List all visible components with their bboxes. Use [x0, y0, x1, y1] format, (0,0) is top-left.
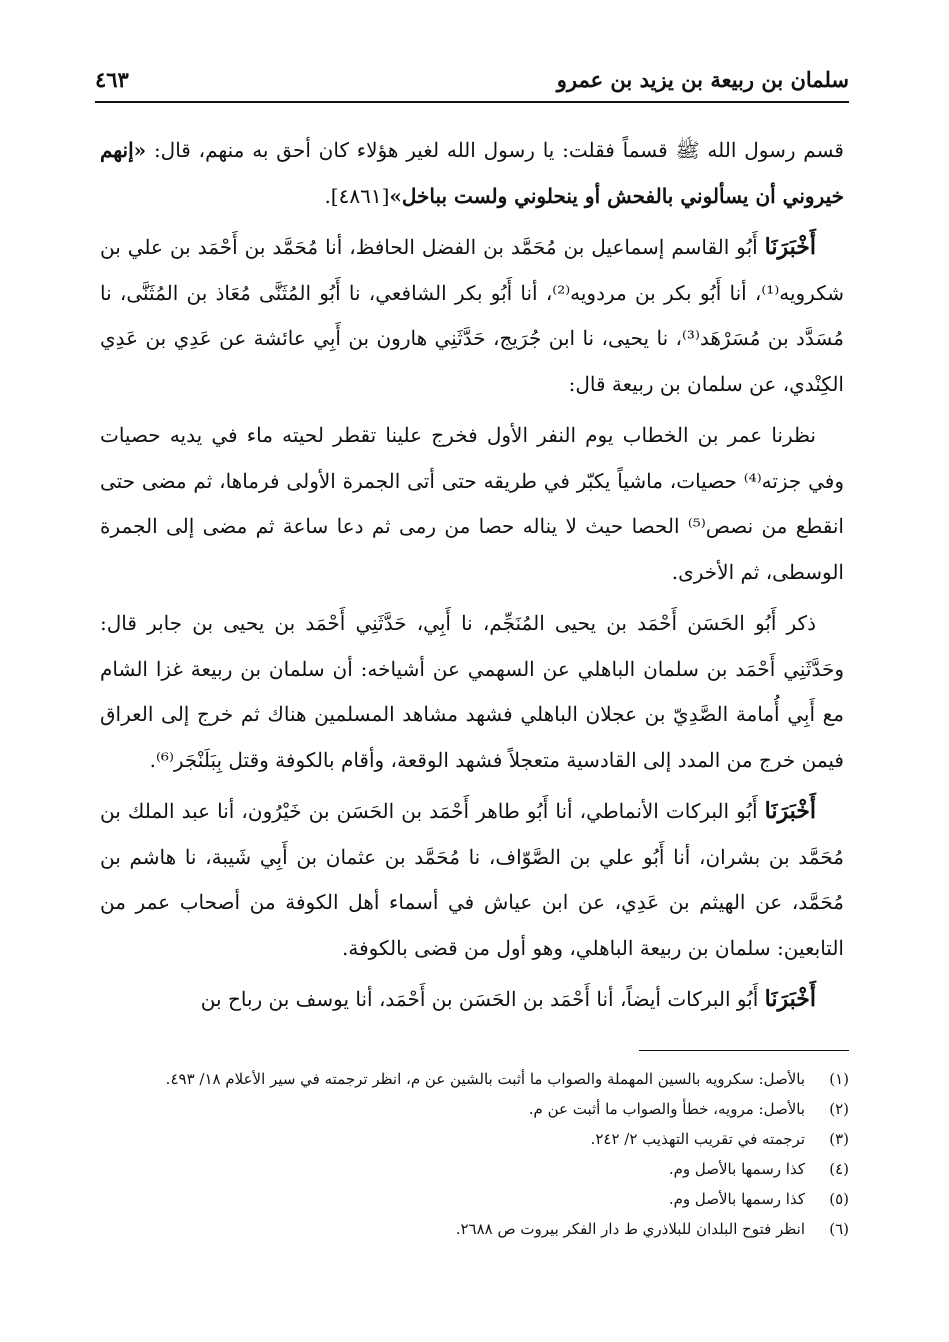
text-run: نظرنا عمر بن الخطاب يوم النفر الأول فخرج علينا تقطر لحيته ماء في يديه حصيات وفي جزته⁽⁴⁾ حصيات، ماشياً يكبّر في طريقه حتى أتى الجمرة الأولى فرماها، ثم مضى حتى انقطع من نصص⁽⁵⁾ الحصا حيث لا يناله حصا من رمى ثم دعا ساعة ثم مضى إلى الجمرة الوسطى، ثم الأخرى.: [100, 423, 844, 584]
page-number: ٤٦٣: [95, 66, 129, 92]
footnote: [100, 1214, 849, 1244]
footnote-text: كذا رسمها بالأصل وم.: [668, 1160, 805, 1178]
footnote: [100, 1124, 849, 1154]
akhbarana-keyword: أَخْبَرَنَا: [764, 986, 816, 1012]
paragraph: [100, 413, 844, 595]
running-title: سلمان بن ربيعة بن يزيد بن عمرو: [556, 66, 849, 92]
akhbarana-keyword: أَخْبَرَنَا: [764, 798, 816, 824]
main-text: [100, 128, 844, 1029]
footnote-number: (٢): [829, 1100, 849, 1118]
text-run: أَبُو البركات أيضاً، أنا أَحْمَد بن الحَسَن بن أَحْمَد، أنا يوسف بن رباح بن: [200, 987, 765, 1011]
footnote-number: (٦): [829, 1220, 849, 1238]
footnote-rule: [639, 1050, 849, 1051]
footnote: [100, 1184, 849, 1214]
footnote-number: (٤): [829, 1160, 849, 1178]
hadith-number: [٤٨٦١].: [324, 183, 390, 208]
footnote-number: (٣): [829, 1130, 849, 1148]
paragraph: [100, 225, 844, 407]
footnote: [100, 1154, 849, 1184]
akhbarana-keyword: أَخْبَرَنَا: [764, 234, 816, 260]
text-run: قسم رسول الله ﷺ قسماً فقلت: يا رسول الله لغير هؤلاء كان أحق به منهم، قال:: [146, 138, 844, 162]
paragraph: [100, 789, 844, 971]
footnotes: [100, 1064, 849, 1244]
text-run: أَبُو البركات الأنماطي، أنا أَبُو طاهر أَحْمَد بن الحَسَن بن خَيْرُون، أنا عبد الملك بن مُحَمَّد بن بشران، أنا أَبُو علي بن الصَّوّاف، نا مُحَمَّد بن عثمان بن أَبِي شَيبة، نا هاشم بن مُحَمَّد، عن الهيثم بن عَدِي، عن ابن عياش في أسماء أهل الكوفة من أصحاب عمر من التابعين: سلمان بن ربيعة الباهلي، وهو أول من قضى بالكوفة.: [100, 799, 844, 960]
footnote-text: كذا رسمها بالأصل وم.: [668, 1190, 805, 1208]
footnote: [100, 1064, 849, 1094]
footnote: [100, 1094, 849, 1124]
footnote-text: بالأصل: سكرويه بالسين المهملة والصواب ما أثبت بالشين عن م، انظر ترجمته في سير الأعلام ١٨/ ٤٩٣.: [165, 1070, 805, 1088]
paragraph: [100, 601, 844, 783]
paragraph: [100, 977, 844, 1023]
text-run: أَبُو القاسم إسماعيل بن مُحَمَّد بن الفضل الحافظ، أنا مُحَمَّد بن أَحْمَد بن علي بن شكرويه⁽¹⁾، أنا أَبُو بكر بن مردويه⁽²⁾، أنا أَبُو بكر الشافعي، نا أَبُو المُثَنَّى مُعَاذ بن المُثَنَّى، نا مُسَدَّد بن مُسَرْهَد⁽³⁾، نا يحيى، نا ابن جُرَيج، حَدَّثَنِي هارون بن أَبِي عائشة عن عَدِي بن عَدِي الكِنْدي، عن سلمان بن ربيعة قال:: [100, 235, 845, 396]
footnote-number: (١): [829, 1070, 849, 1088]
header-rule: [95, 101, 849, 103]
paragraph: [100, 128, 844, 219]
text-run: ذكر أَبُو الحَسَن أَحْمَد بن يحيى المُنَجِّم، نا أَبِي، حَدَّثَنِي أَحْمَد بن يحيى بن جابر قال: وحَدَّثَنِي أَحْمَد بن سلمان الباهلي عن السهمي عن أشياخه: أن سلمان بن ربيعة غزا الشام مع أَبِي أُمامة الصَّدِيّ بن عجلان الباهلي فشهد مشاهد المسلمين هناك ثم خرج إلى العراق فيمن خرج من المدد إلى القادسية متعجلاً فشهد الوقعة، وأقام بالكوفة وقتل بِبَلَنْجَر⁽⁶⁾.: [100, 611, 844, 772]
page-header: [95, 62, 849, 96]
hadith-quote: «إنهم خيروني أن يسألوني بالفحش أو ينحلوني ولست بباخل»: [100, 138, 844, 208]
footnote-text: انظر فتوح البلدان للبلاذري ط دار الفكر بيروت ص ٢٦٨٨.: [455, 1220, 805, 1238]
footnote-number: (٥): [829, 1190, 849, 1208]
footnote-text: ترجمته في تقريب التهذيب ٢/ ٢٤٢.: [590, 1130, 805, 1148]
footnote-text: بالأصل: مرويه، خطأ والصواب ما أثبت عن م.: [528, 1100, 805, 1118]
